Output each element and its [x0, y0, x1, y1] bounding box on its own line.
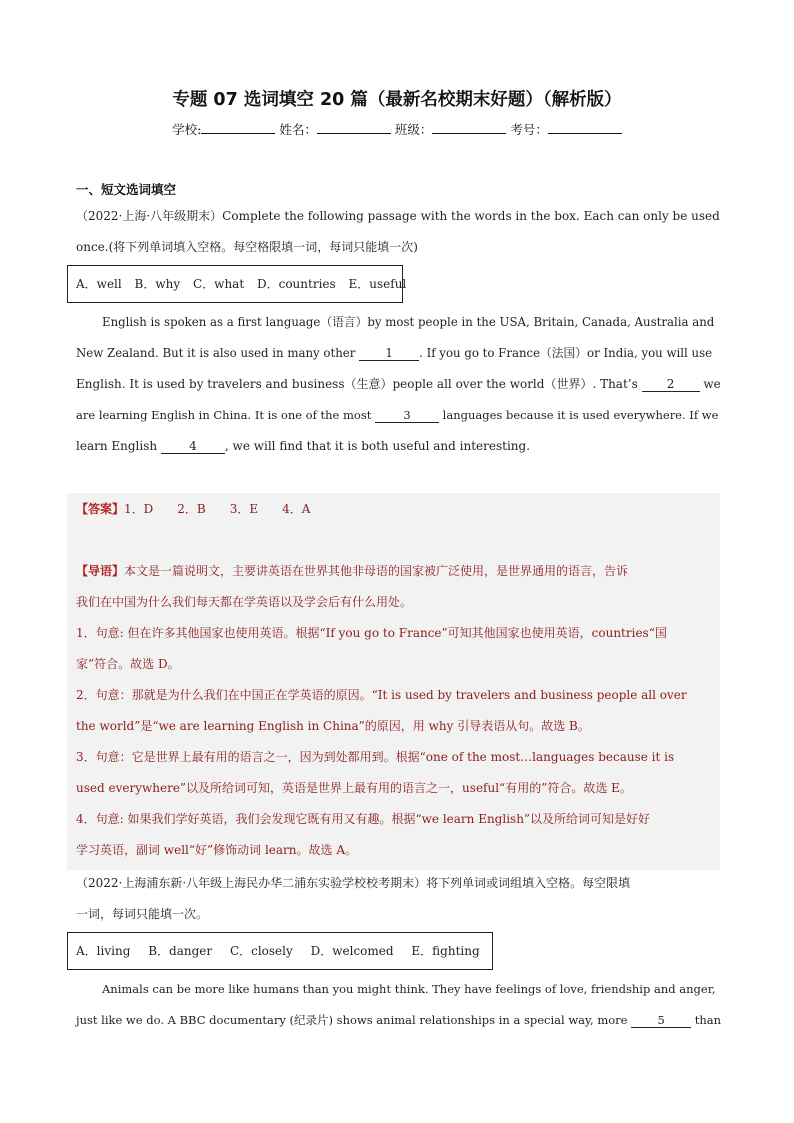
- explanation-1-line1: 1．句意: 但在许多其他国家也使用英语。根据“If you go to France”可知其他国家也使用英语，countries“国: [76, 626, 667, 640]
- exam-number-blank: [548, 121, 622, 134]
- blank-5: 5: [631, 1013, 691, 1028]
- guide-line1: [76, 556, 721, 587]
- explanation-1-line2: 家”符合。故选 D。: [76, 657, 180, 671]
- q2-passage-line2: [76, 1005, 721, 1036]
- q2-option-d: D．welcomed: [310, 944, 394, 958]
- exam-number-label: 考号：: [510, 122, 548, 137]
- blank-2: 2: [642, 377, 700, 392]
- guide-tag: 【导语】: [76, 564, 125, 578]
- explanation-3-line1: 3．句意：它是世界上最有用的语言之一，因为到处都用到。根据“one of the most…languages because it is: [76, 750, 675, 764]
- q1-passage-line2: [76, 338, 721, 369]
- q2-intro-line2: 一词，每词只能填一次。: [76, 907, 209, 921]
- answer-row: [76, 494, 721, 525]
- q1-passage-text: English. It is used by travelers and business（生意）people all over the world（世界）. That’s: [76, 377, 642, 391]
- school-blank: [201, 121, 275, 134]
- q1-passage-text: languages because it is used everywhere. If we: [439, 408, 719, 422]
- q1-passage-line1: English is spoken as a first language（语言）by most people in the USA, Britain, Canada, Australia and: [102, 315, 715, 329]
- q2-word-box: [67, 932, 493, 970]
- class-label: 班级：: [394, 122, 433, 137]
- q1-passage-text: are learning English in China. It is one of the most: [76, 408, 376, 422]
- q1-option-c: C．what: [192, 277, 245, 291]
- q1-intro-line1: （2022·上海·八年级期末）Complete the following passage with the words in the box. Each can only be used: [76, 209, 720, 223]
- q2-passage-text: than: [691, 1013, 722, 1027]
- guide-text: 本文是一篇说明文，主要讲英语在世界其他非母语的国家被广泛使用，是世界通用的语言，告诉: [124, 564, 629, 578]
- q2-option-b: B．danger: [148, 944, 213, 958]
- guide-line2: 我们在中国为什么我们每天都在学英语以及学会后有什么用处。: [76, 595, 413, 609]
- answer-item: 4．A: [282, 502, 311, 516]
- q1-word-box: [67, 265, 407, 303]
- school-label: 学校:: [172, 122, 202, 137]
- q2-intro-line1: （2022·上海浦东新·八年级上海民办华二浦东实验学校校考期末）将下列单词或词组填入空格。每空限填: [76, 876, 631, 890]
- q2-option-c: C．closely: [229, 944, 293, 958]
- q1-option-e: E．useful: [348, 277, 407, 291]
- blank-4: 4: [161, 439, 225, 454]
- answer-item: 1．D: [124, 502, 154, 516]
- q1-option-d: D．countries: [256, 277, 336, 291]
- answer-tag: 【答案】: [76, 502, 125, 516]
- explanation-4-line1: 4．句意: 如果我们学好英语，我们会发现它既有用又有趣。根据“we learn English”以及所给词可知是好好: [76, 812, 651, 826]
- q1-passage-text: , we will find that it is both useful and interesting.: [224, 439, 531, 453]
- q1-passage-line4: [76, 400, 721, 431]
- explanation-3-line2: used everywhere”以及所给词可知，英语是世界上最有用的语言之一，useful“有用的”符合。故选 E。: [76, 781, 632, 795]
- q1-option-a: A．well: [76, 277, 122, 291]
- section-heading: 一、短文选词填空: [76, 182, 177, 197]
- q2-passage-line1: Animals can be more like humans than you might think. They have feelings of love, friendship and anger,: [102, 982, 716, 996]
- name-label: 姓名：: [279, 122, 317, 137]
- explanation-2-line2: the world”是“we are learning English in China”的原因，用 why 引导表语从句。故选 B。: [76, 719, 590, 733]
- q1-passage-text: we: [699, 377, 721, 391]
- q1-passage-text: . If you go to France（法国）or India, you will use: [419, 346, 713, 360]
- q2-option-a: A．living: [76, 944, 131, 958]
- q1-passage-text: New Zealand. But it is also used in many other: [76, 346, 360, 360]
- student-info-line: [0, 120, 794, 138]
- q2-option-e: E．fighting: [411, 944, 480, 958]
- q1-passage-text: learn English: [76, 439, 161, 453]
- q1-option-b: B．why: [134, 277, 181, 291]
- blank-3: 3: [375, 408, 439, 423]
- explanation-2-line1: 2．句意：那就是为什么我们在中国正在学英语的原因。“It is used by travelers and business people all over: [76, 688, 687, 702]
- q1-passage-line3: [76, 369, 721, 400]
- answer-item: 3．E: [229, 502, 259, 516]
- answer-item: 2．B: [177, 502, 206, 516]
- page-title: 专题 07 选词填空 20 篇（最新名校期末好题）（解析版）: [172, 90, 622, 110]
- explanation-4-line2: 学习英语，副词 well“好”修饰动词 learn。故选 A。: [76, 843, 357, 857]
- name-blank: [317, 121, 391, 134]
- q1-passage-line5: [76, 431, 721, 462]
- blank-1: 1: [359, 346, 419, 361]
- q2-passage-text: just like we do. A BBC documentary (纪录片) shows animal relationships in a special way, more: [76, 1013, 632, 1027]
- q1-intro-line2: once.(将下列单词填入空格。每空格限填一词，每词只能填一次): [76, 240, 418, 254]
- class-blank: [432, 121, 506, 134]
